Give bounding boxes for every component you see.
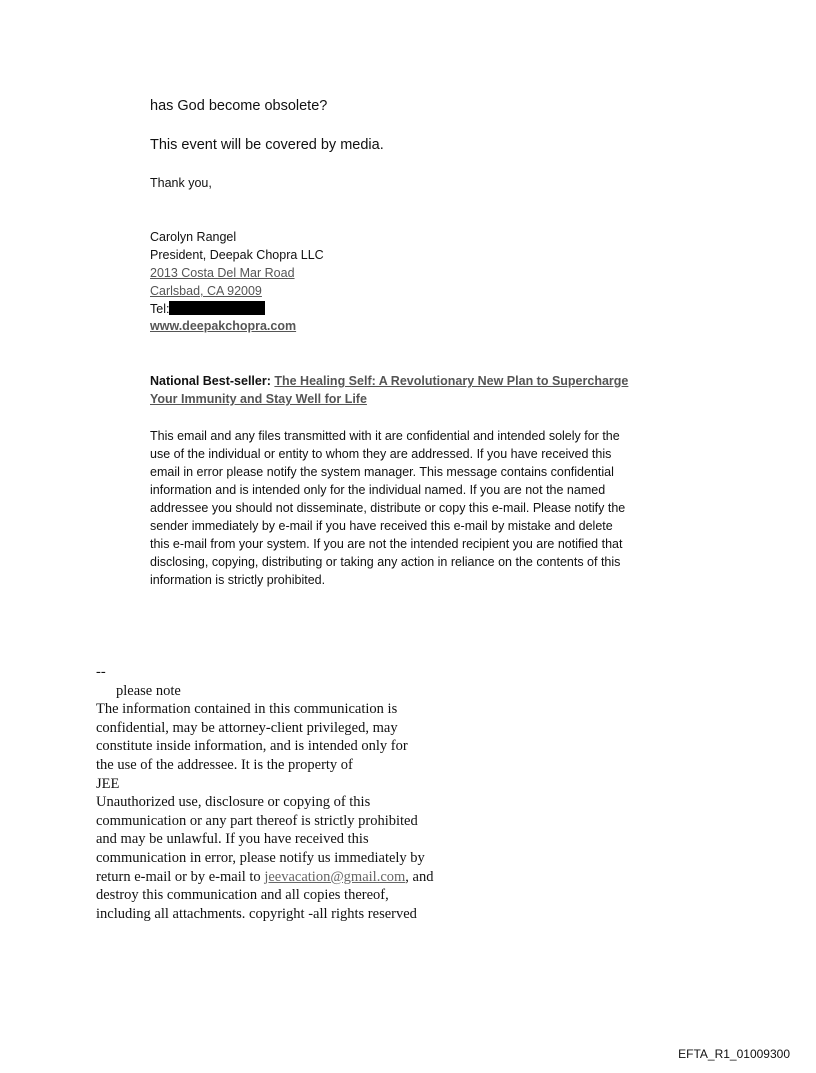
footer-line: The information contained in this communication is <box>96 701 398 718</box>
footer-note-heading: please note <box>116 682 181 699</box>
book-title-link-line2[interactable]: Your Immunity and Stay Well for Life <box>150 392 367 406</box>
notice-line: information is strictly prohibited. <box>150 573 326 587</box>
thanks-line: Thank you, <box>150 176 212 190</box>
footer-line: and may be unlawful. If you have received this <box>96 831 369 848</box>
notice-line: this e-mail from your system. If you are not the intended recipient you are notified that <box>150 537 623 551</box>
footer-return-line <box>96 868 433 887</box>
notice-line: use of the individual or entity to whom they are addressed. If you have received this <box>150 447 612 461</box>
telephone-line <box>150 301 265 316</box>
footer-line: the use of the addressee. It is the property of <box>96 756 353 773</box>
media-line: This event will be covered by media. <box>150 137 384 153</box>
footer-line: including all attachments. copyright -all rights reserved <box>96 905 417 922</box>
notice-line: addressee you should not disseminate, distribute or copy this e-mail. Please notify the <box>150 501 626 515</box>
address-link-street[interactable]: 2013 Costa Del Mar Road <box>150 266 295 280</box>
footer-line: communication in error, please notify us immediately by <box>96 849 425 866</box>
signature-name: Carolyn Rangel <box>150 230 237 244</box>
footer-line: Unauthorized use, disclosure or copying of this <box>96 794 371 811</box>
footer-separator: -- <box>96 664 106 680</box>
footer-email-link[interactable]: jeevacation@gmail.com <box>264 868 406 885</box>
footer-line: destroy this communication and all copies thereof, <box>96 887 389 904</box>
confidentiality-notice <box>150 427 680 589</box>
notice-line: information and is intended only for the individual named. If you are not the named <box>150 483 606 497</box>
footer-disclaimer <box>96 663 433 923</box>
redaction-bar <box>169 301 265 315</box>
telephone-label: Tel: <box>150 302 170 316</box>
promo-line <box>150 374 628 388</box>
footer-return-prefix: return e-mail or by e-mail to <box>96 868 265 885</box>
footer-line: communication or any part thereof is strictly prohibited <box>96 812 418 829</box>
notice-line: sender immediately by e-mail if you have received this e-mail by mistake and delete <box>150 519 613 533</box>
signature-title: President, Deepak Chopra LLC <box>150 248 324 262</box>
footer-line: confidential, may be attorney-client privileged, may <box>96 719 398 736</box>
footer-return-suffix: , and <box>405 868 434 885</box>
footer-line: JEE <box>96 775 120 792</box>
document-id: EFTA_R1_01009300 <box>678 1047 790 1061</box>
notice-line: disclosing, copying, distributing or taking any action in reliance on the contents of this <box>150 555 621 569</box>
address-link-city[interactable]: Carlsbad, CA 92009 <box>150 284 262 298</box>
opening-line: has God become obsolete? <box>150 98 328 114</box>
website-link[interactable]: www.deepakchopra.com <box>150 319 297 333</box>
book-title-link-line1[interactable]: The Healing Self: A Revolutionary New Plan to Supercharge <box>274 374 629 388</box>
promo-label: National Best-seller: <box>150 374 271 388</box>
notice-line: This email and any files transmitted with it are confidential and intended solely for the <box>150 429 620 443</box>
notice-line: email in error please notify the system manager. This message contains confidential <box>150 465 614 479</box>
footer-line: constitute inside information, and is intended only for <box>96 738 408 755</box>
